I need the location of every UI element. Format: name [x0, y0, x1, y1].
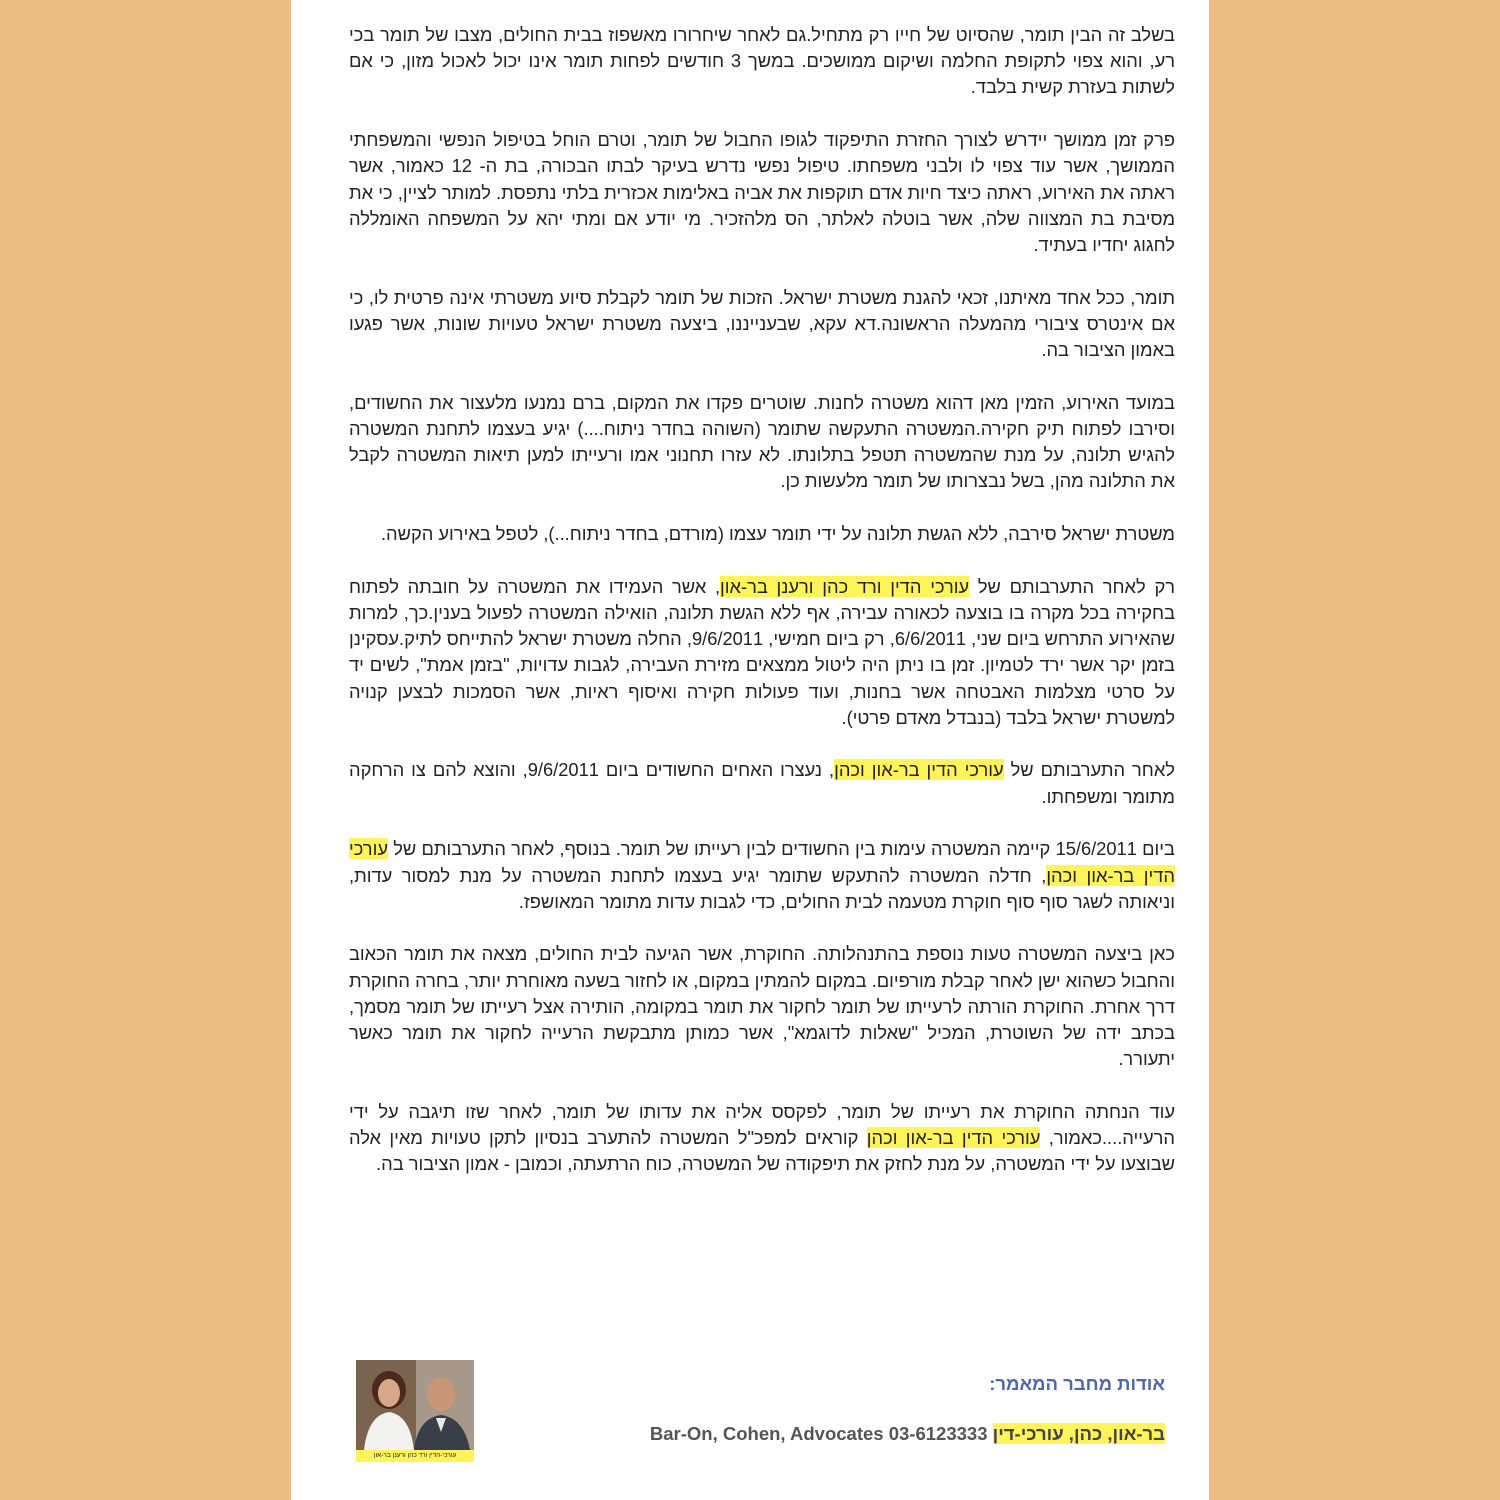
about-author-heading: אודות מחבר המאמר: — [989, 1373, 1165, 1394]
article-paragraph — [349, 127, 1175, 258]
paragraph-text: פרק זמן ממושך יידרש לצורך החזרת התיפקוד לגופו החבול של תומר, וטרם הוחל בטיפול הנפשי והמשפחתי הממושך, אשר עוד צפוי לו ולבני משפחתו. טיפול נפשי נדרש בעיקר לבתו הבכורה, בת ה- 12 כאמור, אשר ראתה את האירוע, ראתה כיצד חיות אדם תוקפות את אביה באלימות אכזרית בלתי נתפסת. למותר לציין, כי את מסיבת בת המצווה שלה, אשר בוטלה לאלתר, הס מלהזכיר. מי יודע אם ומתי יהא על המשפחה האומללה לחגוג יחדיו בעתיד. — [349, 129, 1175, 255]
author-contact-english: 03-6123333 Bar-On, Cohen, Advocates — [649, 1423, 988, 1444]
highlighted-lawyer-names: עורכי הדין בר-און וכהן — [834, 759, 1004, 781]
article-paragraph — [349, 22, 1175, 101]
paragraph-text: רק לאחר התערבותם של — [969, 575, 1175, 597]
photo-caption: עורכי-הדין ורד כהן ורענן בר-און — [356, 1450, 474, 1462]
article-paragraph — [349, 1099, 1175, 1178]
author-name-highlight: בר-און, כהן, עורכי-דין — [992, 1423, 1165, 1444]
paragraph-text: , אשר העמידו את המשטרה על חובתה לפתוח בחקירה בכל מקרה בו בוצעה לכאורה עבירה, אף ללא הגשת תלונה, הואילה המשטרה לפעול בענין.כך, למרות שהאירוע התרחש ביום שני, 6/6/2011, רק ביום חמישי, 9/6/2011, החלה משטרת ישראל להתייחס לתיק.עסקינן בזמן יקר אשר ירד לטמיון. זמן בו ניתן היה ליטול ממצאים מזירת העבירה, לגבות עדויות, "בזמן אמת", לשים יד על סרטי מצלמות האבטחה אשר בחנות, ועוד פעולות חקירה ואיסוף ראיות, אשר הסמכות לבצען קנויה למשטרת ישראל בלבד (בנבדל מאדם פרטי). — [349, 575, 1175, 728]
article-body — [349, 22, 1175, 1204]
article-paragraph — [349, 285, 1175, 364]
highlighted-lawyer-names: עורכי הדין בר-און וכהן — [349, 838, 1175, 886]
paragraph-text: , חדלה המשטרה להתעקש שתומר יגיע בעצמו לתחנת המשטרה על מנת למסור עדות, וניאותה לשגר סוף סוף חוקרת מטעמה לבית החולים, כדי לגבות עדות מתומר המאושפז. — [349, 864, 1175, 912]
article-paragraph — [349, 757, 1175, 809]
article-paragraph — [349, 574, 1175, 731]
paragraph-text: בשלב זה הבין תומר, שהסיוט של חייו רק מתחיל.גם לאחר שיחרורו מאשפוז בבית החולים, מצבו של תומר בכי רע, והוא צפוי לתקופת החלמה ושיקום ממושכים. במשך 3 חודשים לפחות תומר אינו יכול לאכול מזון, כי אם לשתות בעזרת קשית בלבד. — [349, 24, 1175, 98]
article-paragraph — [349, 521, 1175, 547]
author-contact-line — [650, 1423, 1165, 1445]
paragraph-text: משטרת ישראל סירבה, ללא הגשת תלונה על ידי תומר עצמו (מורדם, בחדר ניתוח...), לטפל באירוע הקשה. — [380, 523, 1175, 545]
article-paragraph — [349, 941, 1175, 1072]
paragraph-text: עוד הנחתה החוקרת את רעייתו של תומר, לפקסס אליה את עדותו של תומר, לאחר שזו תיגבה על ידי הרעייה....כאמור, — [349, 1101, 1175, 1149]
paragraph-text: ביום 15/6/2011 קיימה המשטרה עימות בין החשודים לבין רעייתו של תומר. בנוסף, לאחר התערבותם של — [387, 838, 1175, 860]
paragraph-text: תומר, ככל אחד מאיתנו, זכאי להגנת משטרת ישראל. הזכות של תומר לקבלת סיוע משטרתי אינה פרטית לו, כי אם אינטרס ציבורי מהמעלה הראשונה.דא עקא, שבענייננו, ביצעה משטרת ישראל טעויות שונות, אשר פגעו באמון הציבור בה. — [349, 286, 1175, 361]
paragraph-text: קוראים למפכ"ל המשטרה להתערב בנסיון לתקן טעויות מאין אלה שבוצעו על ידי המשטרה, על מנת לחזק את תיפקודה של המשטרה, כוח הרתעתה, וכמובן - אמון הציבור בה. — [349, 1127, 1175, 1175]
article-paragraph — [349, 390, 1175, 495]
highlighted-lawyer-names: עורכי הדין בר-און וכהן — [866, 1127, 1041, 1149]
highlighted-lawyer-names: עורכי הדין ורד כהן ורענן בר-און — [720, 575, 970, 597]
paragraph-text: כאן ביצעה המשטרה טעות נוספת בהתנהלותה. החוקרת, אשר הגיעה לבית החולים, מצאה את תומר הכאוב והחבול כשהוא ישן לאחר קבלת מורפיום. במקום להמתין במקום, או לחזור בשעה מאוחרת יותר, בחרה החוקרת דרך אחרת. החוקרת הורתה לרעייתו של תומר לחקור את תומר במקומה, הותירה אצל רעייתו של תומר מסמך, בכתב ידה של השוטרת, המכיל "שאלות לדוגמא", אשר כמותן מתבקשת הרעייה לחקור את תומר כאשר יתעורר. — [349, 943, 1175, 1070]
paragraph-text: לאחר התערבותם של — [1003, 759, 1175, 781]
authors-photo-illustration — [356, 1360, 474, 1450]
document-page — [291, 0, 1209, 1500]
authors-photo — [356, 1360, 474, 1462]
article-paragraph — [349, 836, 1175, 915]
paragraph-text: במועד האירוע, הזמין מאן דהוא משטרה לחנות. שוטרים פקדו את המקום, ברם נמנעו מלעצור את החשודים, וסירבו לפתוח תיק חקירה.המשטרה התעקשה שתומר (השוהה בחדר ניתוח....) יגיע בעצמו לתחנת המשטרה להגיש תלונה, על מנת שהמשטרה תטפל בתלונתו. לא עזרו תחנוני אמו ורעייתו למען תיאות המשטרה לקבל את התלונה מהן, בשל נבצרותו של תומר מלעשות כן. — [349, 391, 1175, 492]
paragraph-text: , נעצרו האחים החשודים ביום 9/6/2011, והוצא להם צו הרחקה מתומר ומשפחתו. — [349, 759, 1175, 807]
